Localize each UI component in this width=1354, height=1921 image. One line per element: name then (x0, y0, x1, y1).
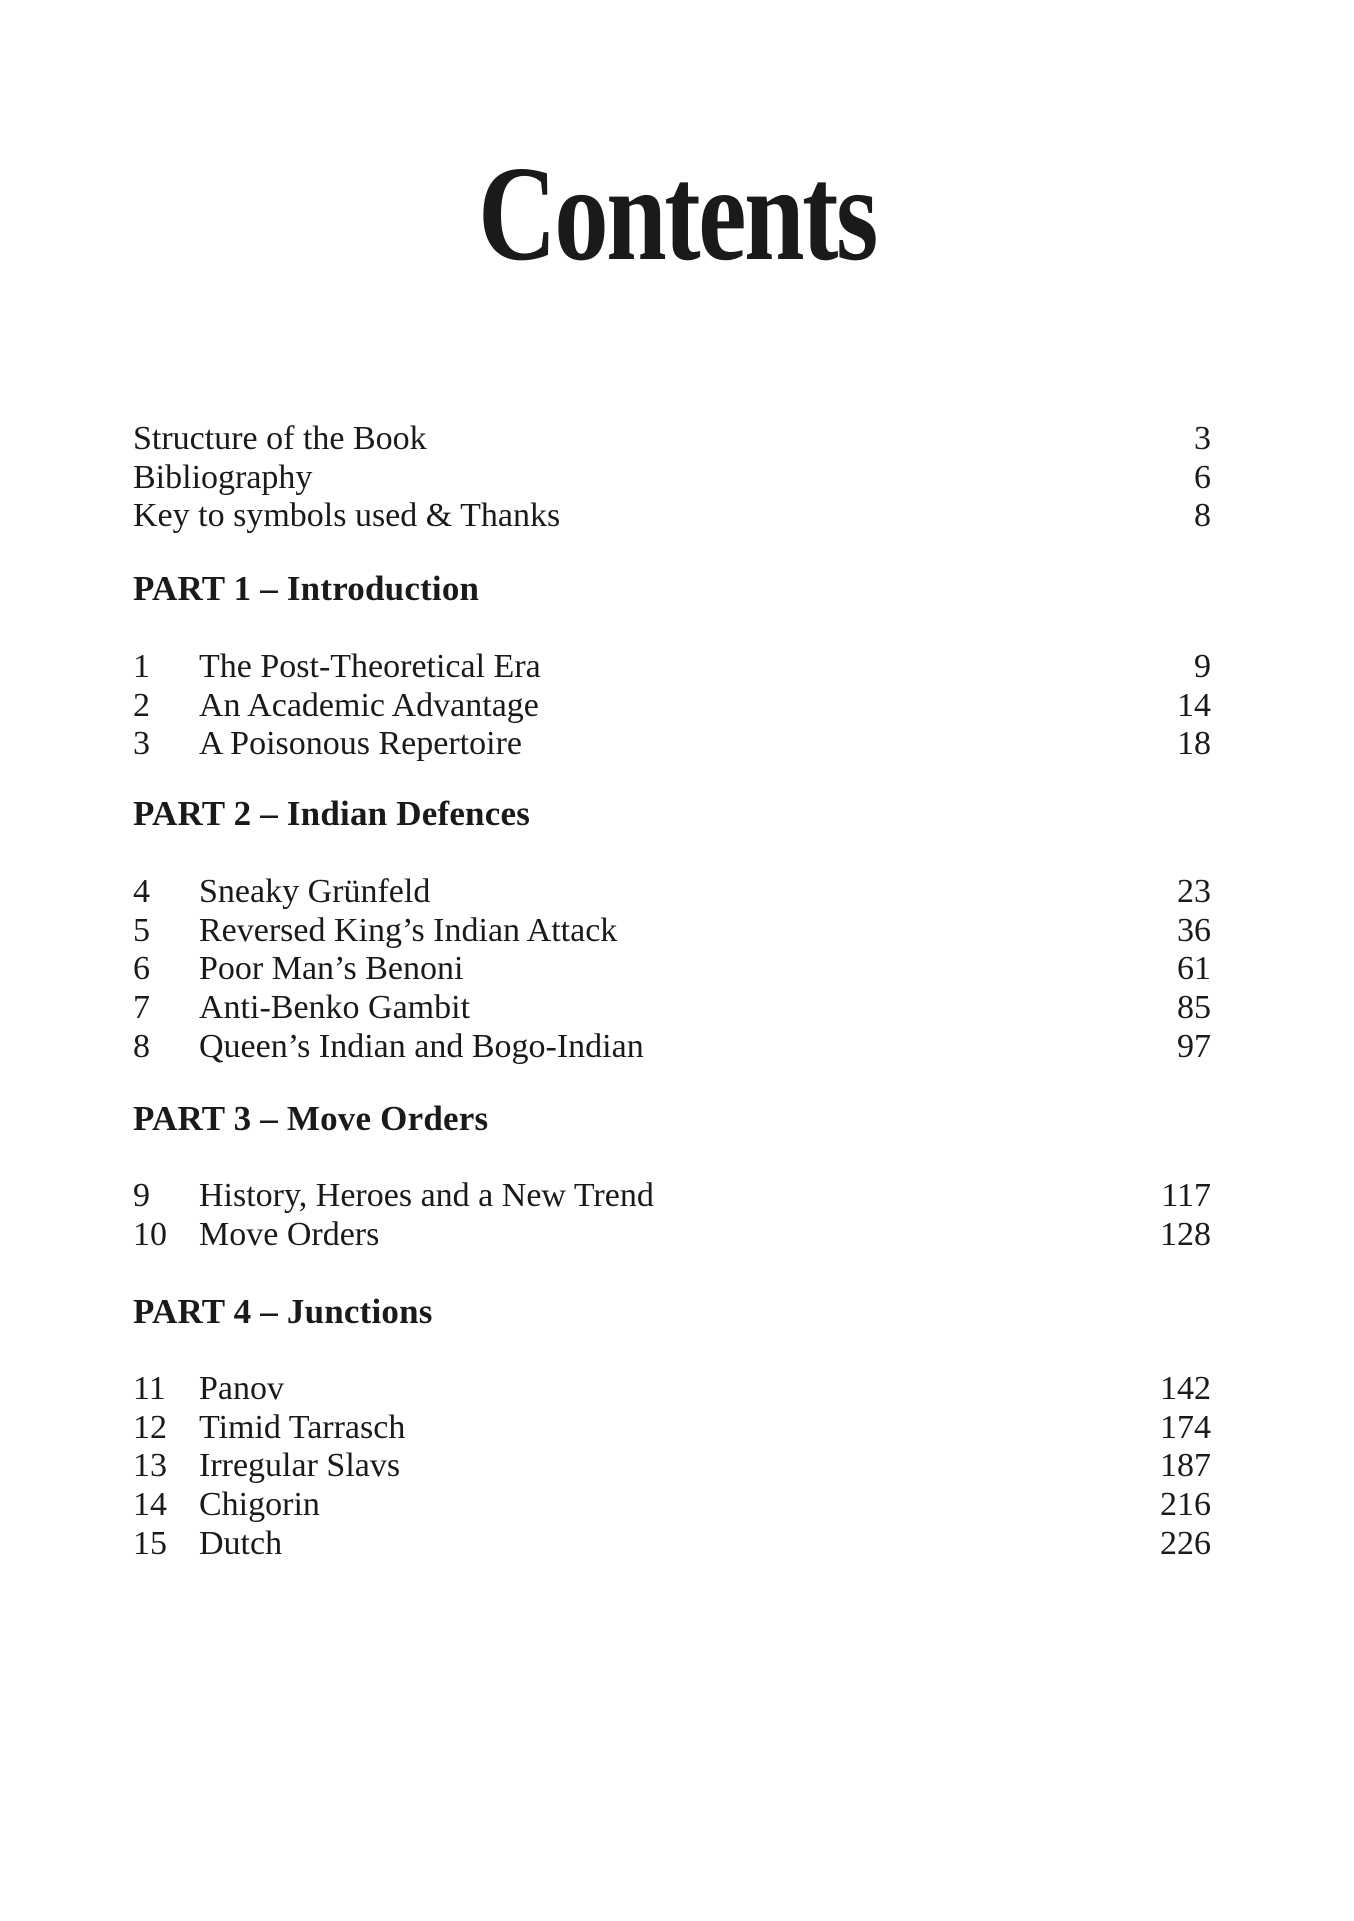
chapter-entry (133, 950, 1211, 989)
chapter-entry (133, 687, 1211, 726)
chapter-entry (133, 912, 1211, 951)
chapter-title: Move Orders (199, 1215, 380, 1253)
page-number: 187 (1160, 1447, 1211, 1485)
part-heading: PART 1 – Introduction (133, 569, 480, 608)
chapter-entry (133, 1028, 1211, 1067)
chapter-title: Poor Man’s Benoni (199, 950, 464, 988)
chapter-entry (133, 873, 1211, 912)
page-number: 61 (1177, 950, 1211, 988)
page-number: 36 (1177, 911, 1211, 949)
chapter-number: 10 (133, 1215, 167, 1253)
chapter-number: 3 (133, 725, 150, 763)
chapter-number: 12 (133, 1408, 167, 1446)
front-matter-section (133, 420, 1211, 536)
entry-title: Key to symbols used & Thanks (133, 497, 561, 535)
chapter-title: Chigorin (199, 1486, 320, 1524)
chapter-number: 8 (133, 1027, 150, 1065)
chapter-title: An Academic Advantage (199, 686, 539, 724)
page-number: 23 (1177, 873, 1211, 910)
page-number: 97 (1177, 1027, 1211, 1065)
part-heading: PART 3 – Move Orders (133, 1099, 489, 1138)
part-1-chapters (133, 648, 1211, 764)
page-number: 6 (1194, 458, 1211, 496)
page-number: 142 (1160, 1370, 1211, 1407)
part-heading: PART 4 – Junctions (133, 1292, 433, 1331)
chapter-title: The Post-Theoretical Era (199, 648, 541, 685)
page-number: 8 (1194, 497, 1211, 535)
page-number: 9 (1194, 648, 1211, 685)
chapter-title: Timid Tarrasch (199, 1408, 406, 1446)
page-number: 216 (1160, 1486, 1211, 1524)
chapter-number: 2 (133, 686, 150, 724)
entry-title: Structure of the Book (133, 420, 427, 457)
chapter-entry (133, 648, 1211, 687)
part-4-chapters (133, 1370, 1211, 1564)
chapter-entry (133, 989, 1211, 1028)
page-number: 3 (1194, 420, 1211, 457)
chapter-entry (133, 1525, 1211, 1564)
chapter-title: Queen’s Indian and Bogo-Indian (199, 1027, 644, 1065)
chapter-number: 1 (133, 648, 150, 685)
chapter-title: Sneaky Grünfeld (199, 873, 431, 910)
chapter-title: Reversed King’s Indian Attack (199, 911, 618, 949)
part-3-chapters (133, 1177, 1211, 1254)
chapter-entry (133, 1216, 1211, 1255)
chapter-title: Dutch (199, 1524, 283, 1562)
chapter-title: Panov (199, 1370, 284, 1407)
chapter-number: 14 (133, 1486, 167, 1524)
chapter-title: History, Heroes and a New Trend (199, 1177, 654, 1214)
chapter-number: 4 (133, 873, 150, 910)
entry-title: Bibliography (133, 458, 313, 496)
chapter-number: 7 (133, 989, 150, 1027)
chapter-entry (133, 1447, 1211, 1486)
page-number: 14 (1177, 686, 1211, 724)
chapter-entry (133, 1486, 1211, 1525)
page-number: 128 (1160, 1215, 1211, 1253)
page-number: 117 (1161, 1177, 1211, 1214)
chapter-number: 6 (133, 950, 150, 988)
front-matter-entry (133, 497, 1211, 536)
chapter-number: 15 (133, 1524, 167, 1562)
page-number: 85 (1177, 989, 1211, 1027)
chapter-number: 5 (133, 911, 150, 949)
part-2-chapters (133, 873, 1211, 1067)
page-number: 18 (1177, 725, 1211, 763)
chapter-entry (133, 1177, 1211, 1216)
part-heading: PART 2 – Indian Defences (133, 794, 531, 833)
chapter-number: 9 (133, 1177, 150, 1214)
page-number: 226 (1160, 1524, 1211, 1562)
chapter-title: Anti-Benko Gambit (199, 989, 471, 1027)
page-number: 174 (1160, 1408, 1211, 1446)
chapter-entry (133, 1409, 1211, 1448)
chapter-number: 11 (133, 1370, 166, 1407)
chapter-entry (133, 725, 1211, 764)
chapter-title: Irregular Slavs (199, 1447, 401, 1485)
front-matter-entry (133, 459, 1211, 498)
chapter-number: 13 (133, 1447, 167, 1485)
page-title: Contents (478, 139, 876, 289)
front-matter-entry (133, 420, 1211, 459)
chapter-title: A Poisonous Repertoire (199, 725, 522, 763)
chapter-entry (133, 1370, 1211, 1409)
